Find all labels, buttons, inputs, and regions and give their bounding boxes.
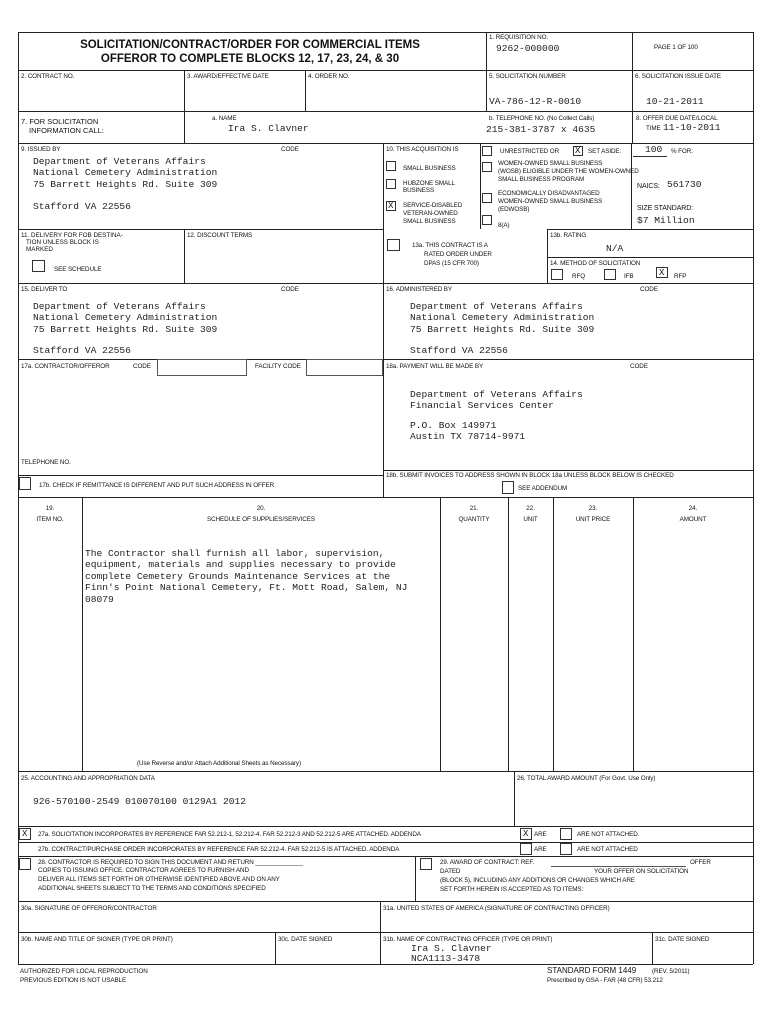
- 27b-are-checkbox[interactable]: [520, 843, 532, 855]
- administered-by-city[interactable]: Stafford VA 22556: [410, 345, 508, 356]
- ifb-checkbox[interactable]: [604, 269, 616, 280]
- telephone-number[interactable]: 215-381-3787 x 4635: [486, 124, 596, 135]
- delivery-fob-line1: 11. DELIVERY FOR FOB DESTINA-: [21, 232, 123, 239]
- for-solicitation-line2: INFORMATION CALL:: [29, 126, 104, 135]
- page-count: PAGE 1 OF 100: [654, 44, 698, 51]
- time-label: TIME: [646, 125, 661, 132]
- delivery-fob-label: [21, 232, 123, 253]
- deliver-to-address[interactable]: Department of Veterans Affairs National Cemetery Administration 75 Barrett Heights Rd. Suite 309: [33, 301, 218, 335]
- requisition-label: 1. REQUISITION NO.: [489, 34, 549, 41]
- wosb-line1: WOMEN-OWNED SMALL BUSINESS: [498, 160, 603, 167]
- eight-a-label: 8(A): [498, 222, 510, 229]
- 29-dated-label: DATED: [440, 868, 461, 875]
- facility-code-label: FACILITY CODE: [255, 363, 301, 370]
- remittance-checkbox[interactable]: [19, 477, 31, 490]
- deliver-to-label: 15. DELIVER TO: [21, 286, 68, 293]
- set-aside-percent-field[interactable]: [633, 146, 667, 157]
- col-amount: AMOUNT: [679, 516, 707, 523]
- offer-due-label: 8. OFFER DUE DATE/LOCAL: [636, 115, 718, 122]
- officer-id[interactable]: NCA1113-3478: [411, 953, 481, 964]
- col-item-no-number: 19.: [45, 505, 55, 512]
- wosb-line3: SMALL BUSINESS PROGRAM: [498, 176, 585, 183]
- administered-by-code-label: CODE: [640, 286, 658, 293]
- col-schedule: SCHEDULE OF SUPPLIES/SERVICES: [207, 516, 315, 523]
- col-unit-number: 22.: [526, 505, 535, 512]
- sdvosb-line3: SMALL BUSINESS: [403, 218, 456, 225]
- rated-order-line3: DPAS (15 CFR 700): [424, 260, 479, 267]
- officer-date-signed-label: 31c. DATE SIGNED: [655, 936, 710, 943]
- see-schedule-checkbox[interactable]: [32, 260, 45, 272]
- offeror-signature-field[interactable]: [19, 913, 379, 931]
- 27a-are-label: ARE: [534, 831, 547, 838]
- submit-invoices-label: 18b. SUBMIT INVOICES TO ADDRESS SHOWN IN BLOCK 18a UNLESS BLOCK BELOW IS CHECKED: [386, 472, 674, 479]
- set-aside-checkbox[interactable]: [573, 146, 583, 156]
- issue-date[interactable]: 10-21-2011: [646, 96, 704, 107]
- col-amount-number: 24.: [688, 505, 698, 512]
- 27a-text: 27a. SOLICITATION INCORPORATES BY REFERENCE FAR 52.212-1, 52.212-4. FAR 52.212-3 AND 52.212-5 ARE ATTACHED. ADDENDA: [38, 831, 421, 838]
- col-quantity-number: 21.: [469, 505, 479, 512]
- 27a-not-label: ARE NOT ATTACHED.: [577, 831, 640, 838]
- issue-date-label: 6. SOLICITATION ISSUE DATE: [635, 73, 721, 80]
- wosb-checkbox[interactable]: [482, 162, 492, 172]
- administered-by-label: 16. ADMINISTERED BY: [386, 286, 452, 293]
- rfq-checkbox[interactable]: [551, 269, 563, 280]
- see-addendum-checkbox[interactable]: [502, 481, 514, 494]
- form-title-line1: SOLICITATION/CONTRACT/ORDER FOR COMMERCIAL ITEMS: [80, 39, 420, 51]
- 28-line4: ADDITIONAL SHEETS SUBJECT TO THE TERMS AND CONDITIONS SPECIFIED: [38, 885, 266, 892]
- contractor-code-label: CODE: [133, 363, 151, 370]
- unrestricted-checkbox[interactable]: [482, 146, 492, 156]
- hubzone-line2: BUSINESS: [403, 187, 435, 194]
- accounting-label: 25. ACCOUNTING AND APPROPRIATION DATA: [21, 775, 155, 782]
- 27a-not-checkbox[interactable]: [560, 828, 572, 840]
- 27a-are-checkbox[interactable]: [520, 828, 532, 840]
- set-aside-label: SET ASIDE:: [588, 148, 622, 155]
- telephone-no-label: TELEPHONE NO.: [21, 459, 71, 466]
- solicitation-number[interactable]: VA-786-12-R-0010: [489, 96, 582, 107]
- 29-line3: (BLOCK 5), INCLUDING ANY ADDITIONS OR CHANGES WHICH ARE: [440, 877, 635, 884]
- 27b-not-checkbox[interactable]: [560, 843, 572, 855]
- rfq-label: RFQ: [572, 273, 585, 280]
- edwosb-checkbox[interactable]: [482, 193, 492, 203]
- naics-code[interactable]: 561730: [667, 179, 702, 190]
- schedule-description[interactable]: The Contractor shall furnish all labor, supervision, equipment, materials and supplies necessary to provide complete Cemetery Grounds Maintenance Services at the Finn's Point National Cemetery, Ft. Mott Road, Salem, NJ 08079: [85, 548, 408, 605]
- col-quantity: QUANTITY: [458, 516, 490, 523]
- edwosb-line1: ECONOMICALLY DISADVANTAGED: [498, 190, 600, 197]
- ifb-label: IFB: [624, 273, 634, 280]
- discount-terms-label: 12. DISCOUNT TERMS: [187, 232, 253, 239]
- set-aside-check-mark: X: [575, 146, 581, 156]
- 28-line3: DELIVER ALL ITEMS SET FORTH OR OTHERWISE IDENTIFIED ABOVE AND ON ANY: [38, 876, 280, 883]
- rated-order-line1: 13a. THIS CONTRACT IS A: [412, 242, 488, 249]
- order-no-label: 4. ORDER NO.: [308, 73, 350, 80]
- hubzone-checkbox[interactable]: [386, 179, 396, 189]
- 29-checkbox[interactable]: [420, 858, 432, 870]
- award-date-label: 3. AWARD/EFFECTIVE DATE: [187, 73, 269, 80]
- edwosb-line3: (EDWOSB): [498, 206, 530, 213]
- offeror-signature-label: 30a. SIGNATURE OF OFFEROR/CONTRACTOR: [21, 905, 157, 912]
- 29-line4: SET FORTH HEREIN IS ACCEPTED AS TO ITEMS:: [440, 886, 584, 893]
- col-unit: UNIT: [523, 516, 538, 523]
- facility-code-field[interactable]: [306, 359, 383, 376]
- name-label: a. NAME: [212, 115, 237, 122]
- edwosb-line2: WOMEN-OWNED SMALL BUSINESS: [498, 198, 603, 205]
- 28-line2: COPIES TO ISSUING OFFICE. CONTRACTOR AGREES TO FURNISH AND: [38, 867, 249, 874]
- 27b-are-label: ARE: [534, 846, 547, 853]
- for-solicitation-line1: 7. FOR SOLICITATION: [21, 117, 99, 126]
- sdvosb-check-mark: X: [388, 201, 394, 211]
- sdvosb-line2: VETERAN-OWNED: [403, 210, 458, 217]
- rfp-check-mark: X: [659, 268, 665, 278]
- contracting-officer-signature-label: 31a. UNITED STATES OF AMERICA (SIGNATURE OF CONTRACTING OFFICER): [383, 905, 610, 912]
- set-aside-percent: 100: [645, 144, 663, 155]
- prescribed-by: Prescribed by GSA - FAR (48 CFR) 53.212: [547, 977, 663, 984]
- rating-label: 13b. RATING: [550, 232, 587, 239]
- form-revision: (REV. 5/2011): [652, 968, 690, 975]
- remittance-label: 17b. CHECK IF REMITTANCE IS DIFFERENT AND PUT SUCH ADDRESS IN OFFER: [39, 482, 275, 489]
- col-unit-price: UNIT PRICE: [575, 516, 611, 523]
- percent-for-label: % FOR:: [671, 148, 693, 155]
- acquisition-label: 10. THIS ACQUISITION IS: [386, 146, 459, 153]
- 29-offer-label: OFFER: [690, 859, 711, 866]
- payment-code-label: CODE: [630, 363, 648, 370]
- issued-by-label: 9. ISSUED BY: [21, 146, 61, 153]
- offeror-date-signed-label: 30c. DATE SIGNED: [278, 936, 333, 943]
- payment-address[interactable]: P.O. Box 149971 Austin TX 78714-9971: [410, 420, 526, 443]
- unrestricted-label: UNRESTRICTED OR: [500, 148, 560, 155]
- authorized-reproduction: AUTHORIZED FOR LOCAL REPRODUCTION: [20, 968, 148, 975]
- 27a-checkbox[interactable]: [19, 828, 31, 840]
- delivery-fob-line2: TION UNLESS BLOCK IS: [26, 239, 99, 246]
- hubzone-line1: HUBZONE SMALL: [403, 180, 455, 187]
- col-unit-price-number: 23.: [588, 505, 598, 512]
- rated-order-checkbox[interactable]: [387, 239, 400, 251]
- 28-line1: 28. CONTRACTOR IS REQUIRED TO SIGN THIS DOCUMENT AND RETURN ______________: [38, 859, 303, 866]
- sdvosb-checkbox[interactable]: [386, 201, 396, 211]
- previous-edition: PREVIOUS EDITION IS NOT USABLE: [20, 977, 127, 984]
- for-solicitation-info-label: [21, 117, 104, 135]
- offer-due-date[interactable]: 11-10-2011: [663, 122, 721, 133]
- contract-no-label: 2. CONTRACT NO.: [21, 73, 75, 80]
- 27a-check-mark: X: [22, 829, 28, 839]
- contractor-label: 17a. CONTRACTOR/OFFEROR: [21, 363, 110, 370]
- rating-value[interactable]: N/A: [606, 243, 624, 254]
- issued-by-address[interactable]: Department of Veterans Affairs National Cemetery Administration 75 Barrett Heights Rd. Suite 309: [33, 156, 218, 190]
- small-business-checkbox[interactable]: [386, 161, 396, 171]
- form-title-line2: OFFEROR TO COMPLETE BLOCKS 12, 17, 23, 24, & 30: [100, 53, 400, 65]
- total-award-label: 26. TOTAL AWARD AMOUNT (For Govt. Use Only): [517, 775, 656, 782]
- rfp-checkbox[interactable]: [656, 267, 668, 278]
- 29-your-offer-label: YOUR OFFER ON SOLICITATION: [594, 868, 689, 875]
- payment-by-label: 18a. PAYMENT WILL BE MADE BY: [386, 363, 484, 370]
- issued-by-code-label: CODE: [281, 146, 299, 153]
- reverse-note: (Use Reverse and/or Attach Additional Sheets as Necessary): [137, 760, 301, 767]
- rfp-label: RFP: [674, 273, 687, 280]
- 29-ref-underline: [551, 866, 686, 867]
- solicitation-number-label: 5. SOLICITATION NUMBER: [489, 73, 566, 80]
- 27a-are-check-mark: X: [523, 829, 529, 839]
- 27b-text: 27b. CONTRACT/PURCHASE ORDER INCORPORATES BY REFERENCE FAR 52.212-4. FAR 52.212-5 IS ATTACHED. ADDENDA: [38, 846, 400, 853]
- deliver-to-city[interactable]: Stafford VA 22556: [33, 345, 131, 356]
- size-standard[interactable]: $7 Million: [637, 215, 695, 226]
- telephone-label: b. TELEPHONE NO. (No Collect Calls): [489, 115, 595, 122]
- administered-by-address[interactable]: Department of Veterans Affairs National Cemetery Administration 75 Barrett Heights Rd. Suite 309: [410, 301, 595, 335]
- issued-by-city[interactable]: Stafford VA 22556: [33, 201, 131, 212]
- 29-line1: 29. AWARD OF CONTRACT: REF.: [440, 859, 535, 866]
- 27b-not-label: ARE NOT ATTACHED: [577, 846, 638, 853]
- see-addendum-label: SEE ADDENDUM: [518, 485, 568, 492]
- standard-form-id: STANDARD FORM 1449: [547, 966, 637, 975]
- signer-name-label: 30b. NAME AND TITLE OF SIGNER (TYPE OR PRINT): [21, 936, 173, 943]
- officer-name-label: 31b. NAME OF CONTRACTING OFFICER (TYPE OR PRINT): [383, 936, 553, 943]
- contracting-officer-signature-field[interactable]: [381, 913, 752, 931]
- wosb-line2: (WOSB) ELIGIBLE UNDER THE WOMEN-OWNED: [498, 168, 639, 175]
- see-schedule-label: SEE SCHEDULE: [54, 266, 102, 273]
- deliver-to-code-label: CODE: [281, 286, 299, 293]
- 28-checkbox[interactable]: [19, 858, 31, 870]
- small-business-label: SMALL BUSINESS: [403, 165, 456, 172]
- requisition-number[interactable]: 9262-000000: [496, 43, 560, 54]
- rated-order-line2: RATED ORDER UNDER: [424, 251, 492, 258]
- col-item-no: ITEM NO.: [36, 516, 64, 523]
- naics-label: NAICS:: [637, 183, 660, 190]
- officer-name[interactable]: Ira S. Clavner: [411, 943, 492, 954]
- method-of-solicitation-label: 14. METHOD OF SOLICITATION: [550, 260, 641, 267]
- size-standard-label: SIZE STANDARD:: [637, 205, 694, 212]
- eight-a-checkbox[interactable]: [482, 215, 492, 225]
- col-schedule-number: 20.: [256, 505, 266, 512]
- payment-office[interactable]: Department of Veterans Affairs Financial Services Center: [410, 389, 583, 412]
- contractor-code-field[interactable]: [157, 359, 247, 376]
- accounting-data[interactable]: 926-570100-2549 010070100 0129A1 2012: [33, 796, 247, 807]
- delivery-fob-line3: MARKED: [26, 246, 53, 253]
- contact-name[interactable]: Ira S. Clavner: [228, 123, 309, 134]
- sdvosb-line1: SERVICE-DISABLED: [403, 202, 463, 209]
